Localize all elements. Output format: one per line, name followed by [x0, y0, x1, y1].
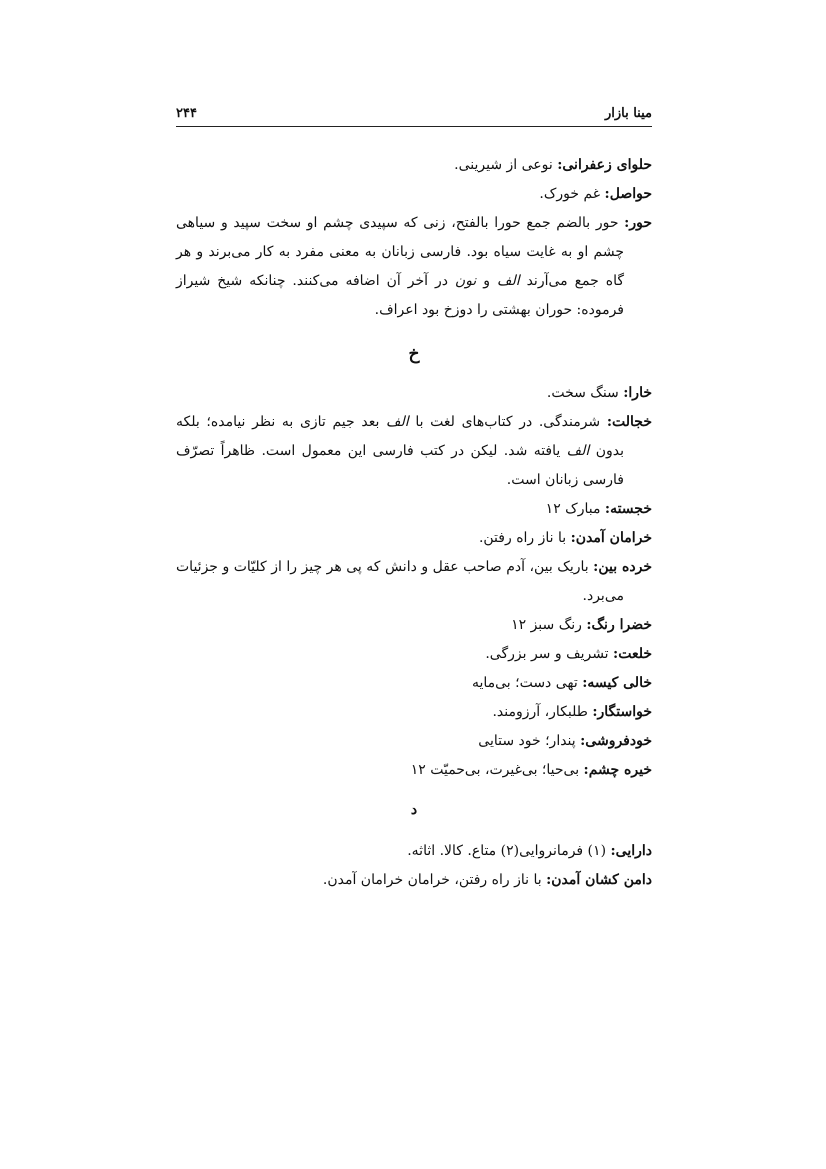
entry-definition: (۱) فرمانروایی(۲) متاع. کالا. اثاثه.	[407, 843, 611, 859]
book-page	[176, 100, 652, 895]
entry-khojaste	[176, 495, 652, 524]
entry-definition: باریک بین، آدم صاحب عقل و دانش که پی هر چیز را از کلیّات و جزئیات می‌برد.	[176, 559, 624, 604]
entry-definition: تهی دست؛ بی‌مایه	[471, 675, 583, 691]
entry-term: خیره چشم:	[583, 762, 652, 778]
entry-term: خجسته:	[604, 501, 652, 517]
entry-term: خجالت:	[606, 414, 652, 430]
entry-khodforushi	[176, 727, 652, 756]
entry-khali-kise	[176, 669, 652, 698]
entry-definition: با ناز راه رفتن.	[478, 530, 571, 546]
running-head	[176, 100, 652, 127]
entry-havasel	[176, 180, 652, 209]
entry-definition: بی‌حیا؛ بی‌غیرت، بی‌حمیّت ۱۲	[410, 762, 584, 778]
running-title: مینا بازار	[604, 105, 652, 121]
entry-khejalat	[176, 408, 652, 495]
glossary-entries	[176, 151, 652, 895]
entry-term: خرامان آمدن:	[570, 530, 652, 546]
section-heading-kha: خ	[408, 344, 420, 364]
entry-term: دارایی:	[610, 843, 652, 859]
entry-definition: غم خورک.	[539, 186, 605, 202]
entry-definition: رنگ سبز ۱۲	[511, 617, 587, 633]
entry-khoraman-amadan	[176, 524, 652, 553]
entry-khazra-rang	[176, 611, 652, 640]
entry-daman-keshan-amadan	[176, 866, 652, 895]
entry-khelat	[176, 640, 652, 669]
entry-hur	[176, 209, 652, 325]
entry-term: خضرا رنگ:	[586, 617, 652, 633]
entry-khire-cheshm	[176, 756, 652, 785]
entry-term: خواستگار:	[592, 704, 652, 720]
entry-definition: مبارک ۱۲	[545, 501, 605, 517]
entry-khara	[176, 379, 652, 408]
entry-definition: حور بالضم جمع حورا بالفتح، زنی که سپیدی چشم او سخت سپید و سیاهی چشم او به غایت سیاه بود. فارسی زبانان به معنی مفرد به کار می‌برند و هر گاه جمع می‌آرند الف و نون در آخر آن اضافه می‌کنند. چنانکه شیخ شیراز فرموده: حوران بهشتی را دوزخ بود اعراف.	[176, 215, 625, 318]
entry-halvaye-zafarani	[176, 151, 652, 180]
entry-definition: پندار؛ خود ستایی	[478, 733, 581, 749]
entry-term: حلوای زعفرانی:	[557, 157, 652, 173]
entry-term: خودفروشی:	[580, 733, 652, 749]
entry-definition: سنگ سخت.	[546, 385, 624, 401]
entry-definition: با ناز راه رفتن، خرامان خرامان آمدن.	[322, 872, 547, 888]
section-heading-dal: د	[410, 802, 418, 818]
entry-definition: طلبکار، آرزومند.	[492, 704, 593, 720]
entry-term: خارا:	[623, 385, 652, 401]
entry-term: دامن کشان آمدن:	[546, 872, 652, 888]
entry-term: حور:	[624, 215, 652, 231]
entry-definition: نوعی از شیرینی.	[454, 157, 558, 173]
entry-term: حواصل:	[604, 186, 652, 202]
entry-darayi	[176, 837, 652, 866]
entry-term: خالی کیسه:	[582, 675, 652, 691]
entry-khastegar	[176, 698, 652, 727]
page-number: ۲۴۴	[176, 105, 197, 121]
entry-term: خرده بین:	[593, 559, 652, 575]
entry-khorde-bin	[176, 553, 652, 611]
entry-definition: شرمندگی. در کتاب‌های لغت با الف بعد جیم تازی به نظر نیامده؛ بلکه بدون الف یافته شد. لیکن در کتب فارسی این معمول است. ظاهراً تصرّف فارسی زبانان است.	[176, 414, 624, 488]
entry-term: خلعت:	[613, 646, 652, 662]
entry-definition: تشریف و سر بزرگی.	[485, 646, 614, 662]
